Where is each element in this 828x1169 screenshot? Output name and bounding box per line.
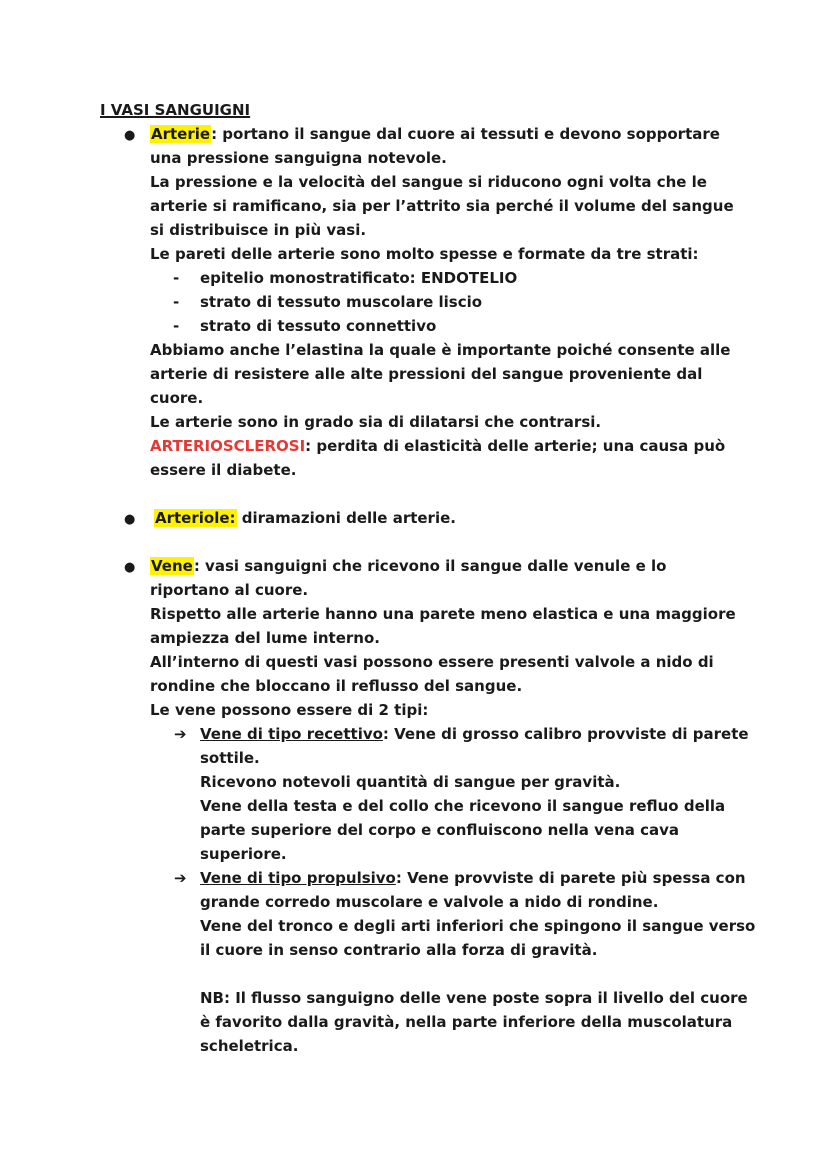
nb-note xyxy=(200,986,760,1058)
arterie-intro-text: : portano il sangue dal cuore ai tessuti e devono sopportare una pressione sanguigna notevole. xyxy=(150,125,720,167)
vein-type-desc: : Vene di grosso calibro provviste di parete sottile. xyxy=(200,725,749,767)
layer-item: strato di tessuto connettivo xyxy=(200,317,437,335)
vene-p2: All’interno di questi vasi possono essere presenti valvole a nido di rondine che bloccano il reflusso del sangue. xyxy=(150,653,714,695)
vein-type-name: Vene di tipo propulsivo xyxy=(200,869,396,887)
term-arteriole: Arteriole: xyxy=(155,509,236,527)
vene-intro-text: : vasi sanguigni che ricevono il sangue dalle venule e lo riportano al cuore. xyxy=(150,557,667,599)
nb-label: NB xyxy=(200,989,224,1007)
vein-type-line: Vene del tronco e degli arti inferiori che spingono il sangue verso il cuore in senso contrario alla forza di gravità. xyxy=(200,917,756,959)
arterie-p3: Abbiamo anche l’elastina la quale è importante poiché consente alle arterie di resistere alle alte pressioni del sangue proveniente dal cuore. xyxy=(150,341,731,407)
term-vene: Vene xyxy=(151,557,193,575)
section-vene xyxy=(150,554,750,722)
arrow-bullet-1: ➔ xyxy=(174,725,187,743)
section-arterie xyxy=(150,122,750,266)
vene-p3: Le vene possono essere di 2 tipi: xyxy=(150,701,429,719)
vein-type-head xyxy=(200,722,760,770)
vene-p1: Rispetto alle arterie hanno una parete meno elastica e una maggiore ampiezza del lume interno. xyxy=(150,605,736,647)
term-arteriosclerosi: ARTERIOSCLEROSI xyxy=(150,437,306,455)
bullet-arteriole: ● xyxy=(124,512,136,527)
dash-2: - xyxy=(173,293,180,311)
arrow-bullet-2: ➔ xyxy=(174,869,187,887)
layer-item: epitelio monostratificato: ENDOTELIO xyxy=(200,269,518,287)
arterie-intro xyxy=(150,122,750,170)
section-arterie-cont xyxy=(150,338,750,482)
vene-intro xyxy=(150,554,750,602)
page-title: I VASI SANGUIGNI xyxy=(100,101,251,119)
vein-type-propulsivo xyxy=(200,866,760,962)
vein-type-name: Vene di tipo recettivo xyxy=(200,725,383,743)
dash-1: - xyxy=(173,269,180,287)
disease-text: : perdita di elasticità delle arterie; una causa può essere il diabete. xyxy=(150,437,726,479)
arterie-disease xyxy=(150,434,750,482)
layer-item: strato di tessuto muscolare liscio xyxy=(200,293,483,311)
section-arteriole xyxy=(154,506,754,530)
vein-type-line: Ricevono notevoli quantità di sangue per gravità. xyxy=(200,773,621,791)
arterie-p1: La pressione e la velocità del sangue si riducono ogni volta che le arterie si ramificano, sia per l’attrito sia perché il volume del sangue si distribuisce in più vasi. xyxy=(150,173,734,239)
bullet-arterie: ● xyxy=(124,128,136,143)
term-arterie: Arterie xyxy=(151,125,211,143)
dash-3: - xyxy=(173,317,180,335)
arteriole-text: diramazioni delle arterie. xyxy=(236,509,456,527)
vein-type-recettivo xyxy=(200,722,760,866)
nb-line xyxy=(200,986,760,1058)
arterie-p2: Le pareti delle arterie sono molto spesse e formate da tre strati: xyxy=(150,245,699,263)
vein-type-head xyxy=(200,866,760,914)
bullet-vene: ● xyxy=(124,560,136,575)
vein-type-line: Vene della testa e del collo che ricevono il sangue refluo della parte superiore del corpo e confluiscono nella vena cava superiore. xyxy=(200,797,726,863)
vein-type-desc: : Vene provviste di parete più spessa con grande corredo muscolare e valvole a nido di rondine. xyxy=(200,869,746,911)
nb-text: : Il flusso sanguigno delle vene poste sopra il livello del cuore è favorito dalla gravità, nella parte inferiore della muscolatura scheletrica. xyxy=(200,989,748,1055)
arteriole-line xyxy=(154,506,754,530)
arterie-p4: Le arterie sono in grado sia di dilatarsi che contrarsi. xyxy=(150,413,602,431)
